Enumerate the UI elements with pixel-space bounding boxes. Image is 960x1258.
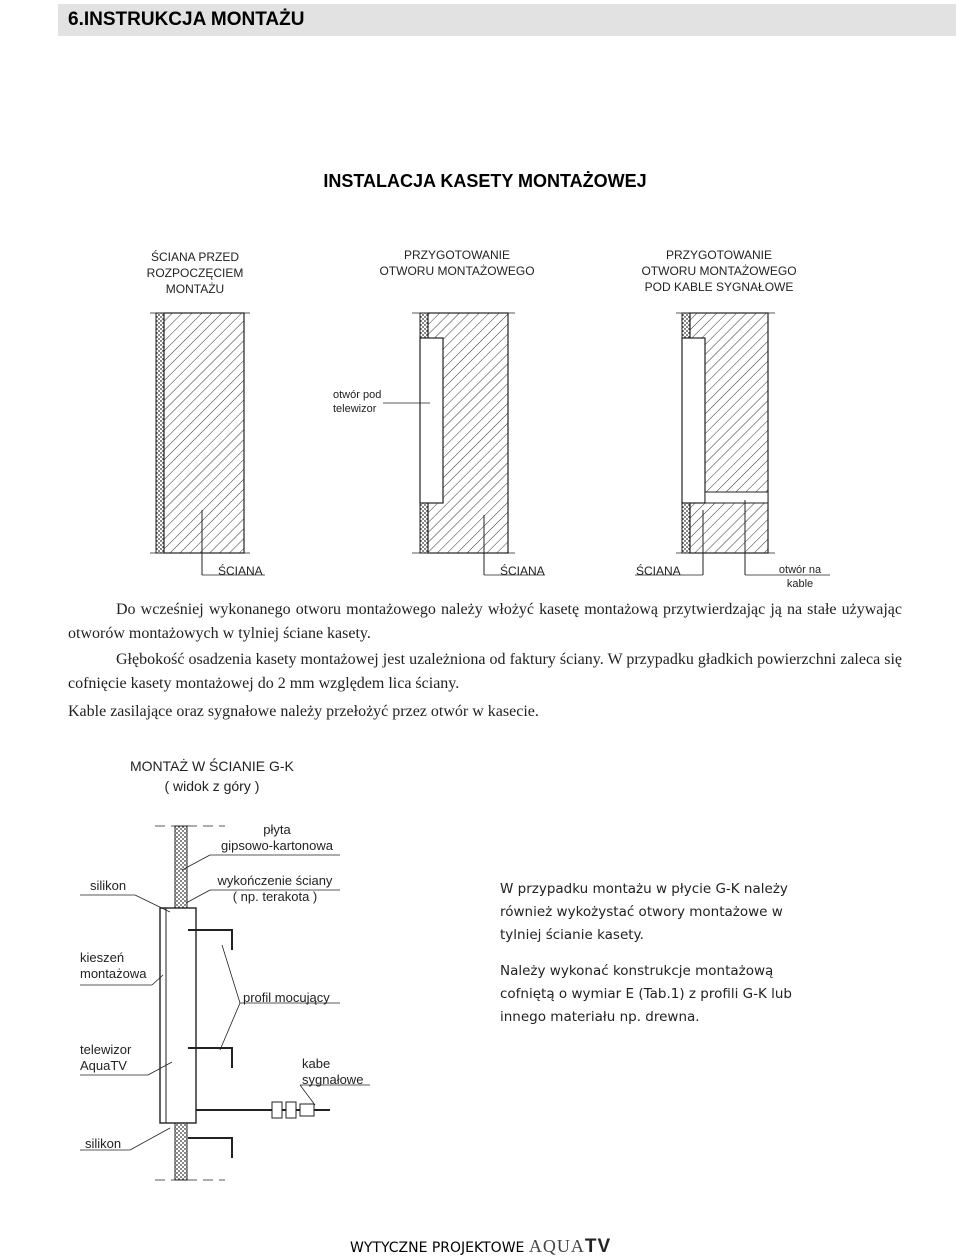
label-mounting-pocket: kieszeń montażowa	[80, 950, 147, 981]
label-cable-opening-prep: PRZYGOTOWANIE OTWORU MONTAŻOWEGO POD KABLE SYGNAŁOWE	[641, 248, 797, 294]
aquatv-logo: AQUATV	[528, 1236, 612, 1257]
paragraph-insert-cassette: Do wcześniej wykonanego otworu montażowego należy włożyć kasetę montażową przytwierdzając ją na stałe używając otworów montażowych w tylniej ściane kasety.	[68, 601, 902, 642]
label-wall-3: ŚCIANA	[636, 564, 681, 578]
label-wall-1: ŚCIANA	[218, 564, 263, 578]
label-tv: telewizor AquaTV	[80, 1042, 132, 1073]
label-signal-cables: kabe sygnałowe	[302, 1056, 364, 1087]
label-mounting-profile: profil mocujący	[243, 990, 330, 1005]
gk-diagram-title: MONTAŻ W ŚCIANIE G-K ( widok z góry )	[130, 758, 294, 794]
label-wall-finish: wykończenie ściany ( np. terakota )	[217, 873, 333, 904]
page-title: 6.INSTRUKCJA MONTAŻU	[68, 9, 305, 30]
note-mounting-structure: Należy wykonać konstrukcje montażową cofniętą o wymiar E (Tab.1) z profili G-K lub innego materiału np. drewna.	[500, 963, 792, 1025]
label-wall-2: ŚCIANA	[500, 564, 545, 578]
note-gk-mounting-holes: W przypadku montażu w płycie G-K należy również wykożystać otwory montażowe w tylniej ścianie kasety.	[500, 881, 788, 943]
paragraph-mount-depth: Głębokość osadzenia kasety montażowej jest uzależniona od faktury ściany. W przypadku gładkich powierzchni zaleca się cofnięcie kasety montażowej do 2 mm względem lica ściany.	[68, 651, 902, 692]
footer-text: WYTYCZNE PROJEKTOWE	[350, 1240, 525, 1256]
label-plasterboard: płyta gipsowo-kartonowa	[220, 822, 333, 853]
wall-with-cable-opening	[635, 313, 830, 575]
label-opening-prep: PRZYGOTOWANIE OTWORU MONTAŻOWEGO	[379, 248, 535, 278]
label-silicone-bottom: silikon	[85, 1136, 122, 1151]
wall-with-tv-opening	[383, 313, 545, 575]
label-cable-hole: otwór na kable	[778, 564, 822, 590]
label-tv-hole: otwór pod telewizor	[333, 389, 382, 415]
paragraph-cables: Kable zasilające oraz sygnałowe należy przełożyć przez otwór w kasecie.	[68, 703, 539, 720]
label-silicone-top: silikon	[90, 878, 127, 893]
wall-before-mounting	[150, 313, 265, 575]
label-wall-before: ŚCIANA PRZED ROZPOCZĘCIEM MONTAŻU	[146, 250, 244, 296]
footer	[350, 1236, 611, 1258]
section-title: INSTALACJA KASETY MONTAŻOWEJ	[323, 171, 647, 191]
